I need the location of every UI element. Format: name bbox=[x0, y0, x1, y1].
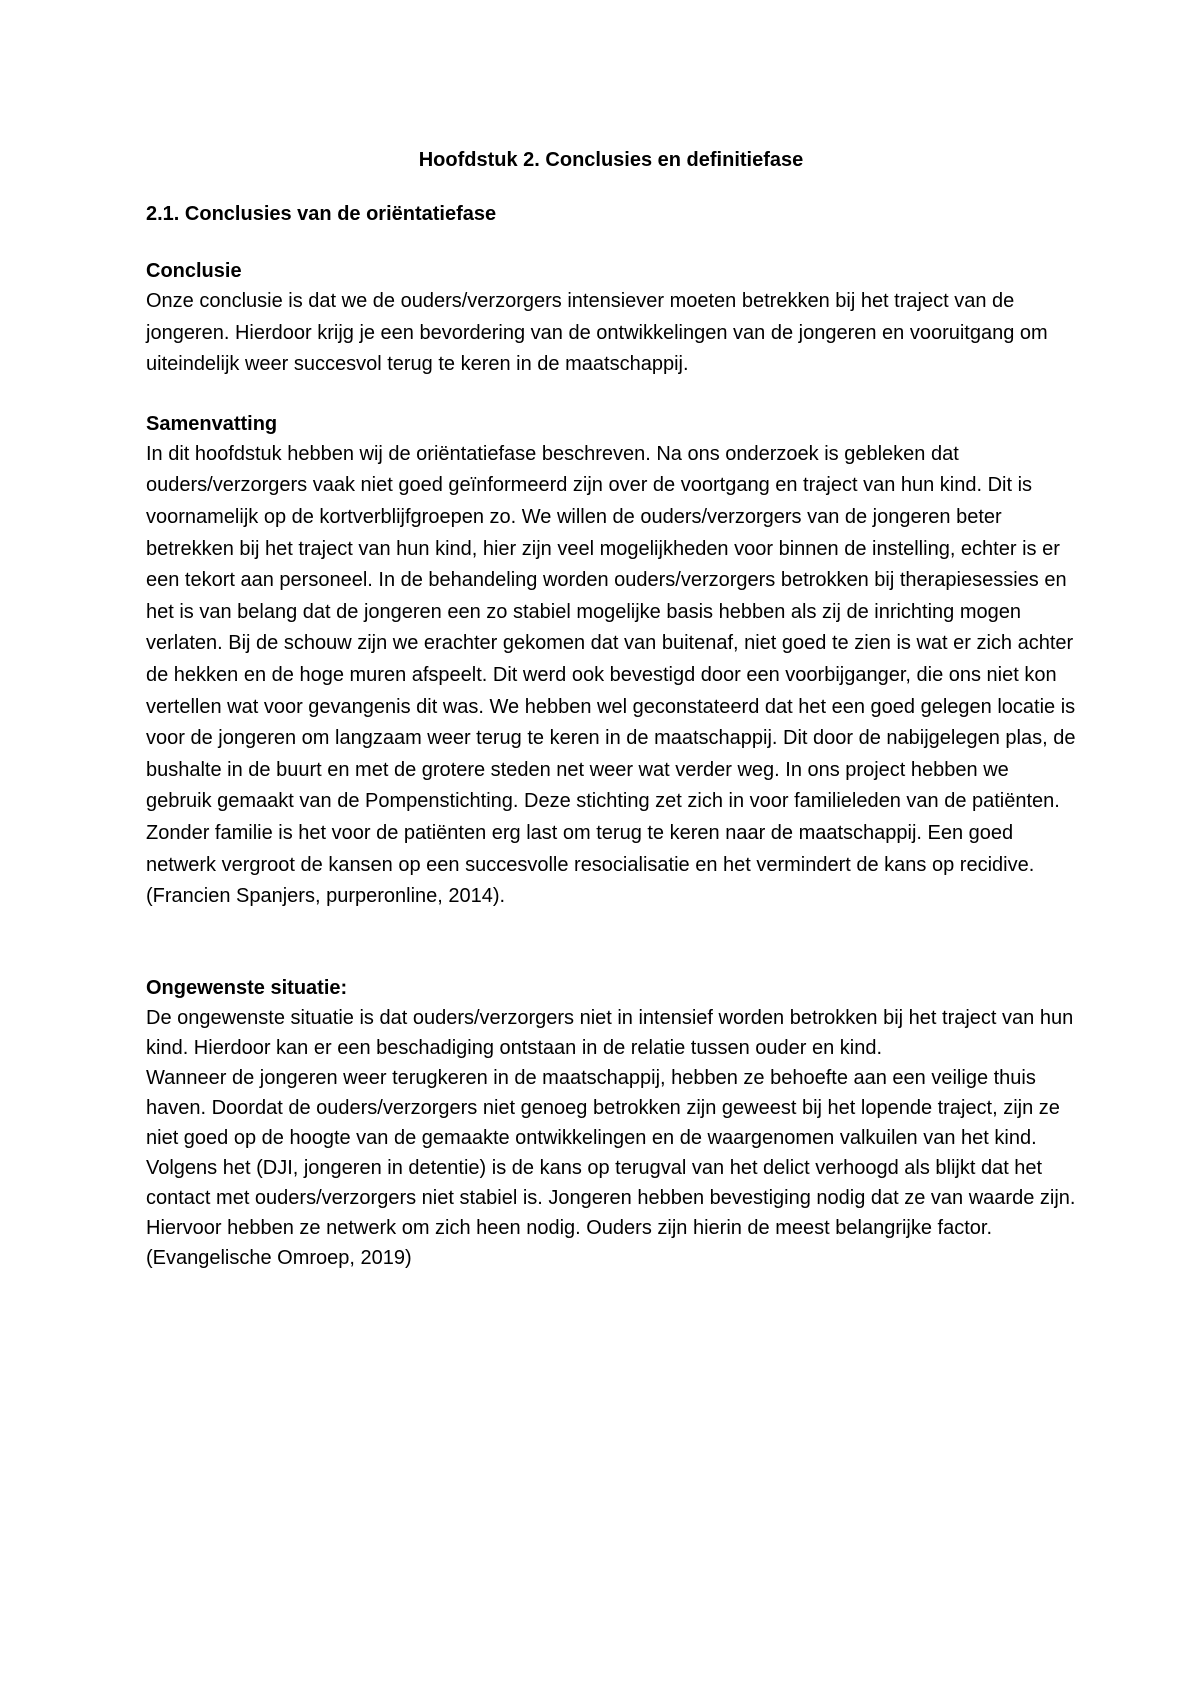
document-content bbox=[146, 146, 1076, 1301]
samenvatting-paragraph: In dit hoofdstuk hebben wij de oriëntatiefase beschreven. Na ons onderzoek is gebleken dat ouders/verzorgers vaak niet goed geïnformeerd zijn over de voortgang en traject van hun kind. Dit is voornamelijk op de kortverblijfgroepen zo. We willen de ouders/verzorgers van de jongeren beter betrekken bij het traject van hun kind, hier zijn veel mogelijkheden voor binnen de instelling, echter is er een tekort aan personeel. In de behandeling worden ouders/verzorgers betrokken bij therapiesessies en het is van belang dat de jongeren een zo stabiel mogelijke basis hebben als zij de inrichting mogen verlaten. Bij de schouw zijn we erachter gekomen dat van buitenaf, niet goed te zien is wat er zich achter de hekken en de hoge muren afspeelt. Dit werd ook bevestigd door een voorbijganger, die ons niet kon vertellen wat voor gevangenis dit was. We hebben wel geconstateerd dat het een goed gelegen locatie is voor de jongeren om langzaam weer terug te keren in de maatschappij. Dit door de nabijgelegen plas, de bushalte in de buurt en met de grotere steden net weer wat verder weg. In ons project hebben we gebruik gemaakt van de Pompenstichting. Deze stichting zet zich in voor familieleden van de patiënten. Zonder familie is het voor de patiënten erg last om terug te keren naar de maatschappij. Een goed netwerk vergroot de kansen op een succesvolle resocialisatie en het vermindert de kans op recidive. bbox=[146, 442, 1076, 876]
conclusie-heading: Conclusie bbox=[146, 260, 242, 282]
ongewenste-situatie-heading: Ongewenste situatie: bbox=[146, 976, 348, 999]
conclusie-paragraph: Onze conclusie is dat we de ouders/verzorgers intensiever moeten betrekken bij het traject van de jongeren. Hierdoor krijg je een bevordering van de ontwikkelingen van de jongeren en vooruitgang om uiteindelijk weer succesvol terug te keren in de maatschappij. bbox=[146, 290, 1048, 376]
ongewenste-situatie-section bbox=[146, 973, 1076, 1273]
samenvatting-heading: Samenvatting bbox=[146, 412, 278, 435]
samenvatting-citation: (Francien Spanjers, purperonline, 2014). bbox=[146, 885, 506, 908]
conclusie-section bbox=[146, 256, 1076, 381]
ongewenste-situatie-paragraph-1: De ongewenste situatie is dat ouders/verzorgers niet in intensief worden betrokken bij het traject van hun kind. Hierdoor kan er een beschadiging ontstaan in de relatie tussen ouder en kind. bbox=[146, 1006, 1074, 1059]
ongewenste-situatie-paragraph-2: Wanneer de jongeren weer terugkeren in de maatschappij, hebben ze behoefte aan een veilige thuis haven. Doordat de ouders/verzorgers niet genoeg betrokken zijn geweest bij het lopende traject, zijn ze niet goed op de hoogte van de gemaakte ontwikkelingen en de waargenomen valkuilen van het kind. Volgens het (DJI, jongeren in detentie) is de kans op terugval van het delict verhoogd als blijkt dat het contact met ouders/verzorgers niet stabiel is. Jongeren hebben bevestiging nodig dat ze van waarde zijn. Hiervoor hebben ze netwerk om zich heen nodig. Ouders zijn hierin de meest belangrijke factor. (Evangelische Omroep, 2019) bbox=[146, 1066, 1076, 1269]
page-title: Hoofdstuk 2. Conclusies en definitiefase bbox=[418, 149, 804, 171]
section-heading: 2.1. Conclusies van de oriëntatiefase bbox=[146, 203, 497, 225]
samenvatting-section bbox=[146, 409, 1076, 913]
